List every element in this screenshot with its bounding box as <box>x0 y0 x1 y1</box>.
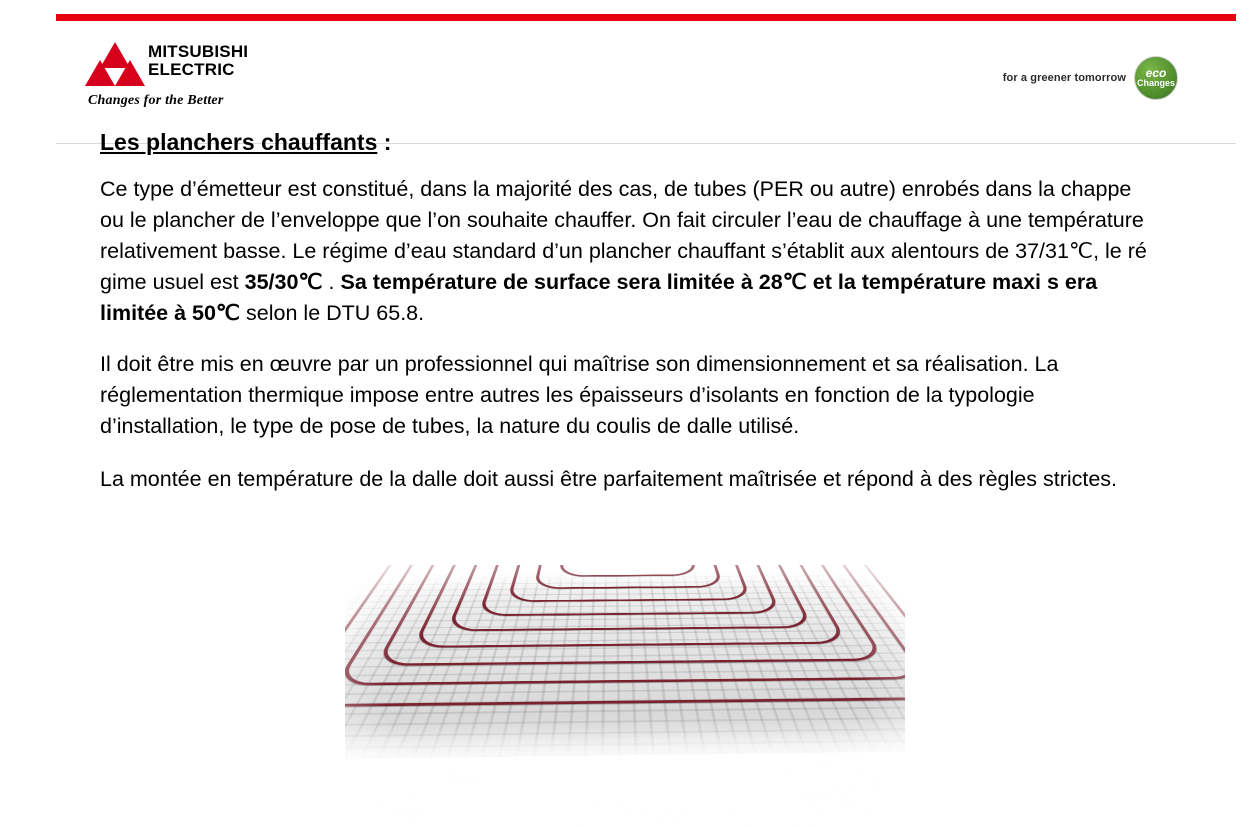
three-diamonds-icon <box>88 42 142 86</box>
p1-part-e: selon le DTU 65.8. <box>240 301 425 325</box>
brand-name-line1: MITSUBISHI <box>148 42 249 61</box>
page-header <box>0 30 1248 112</box>
greener-tagline: for a greener tomorrow <box>1002 72 1126 84</box>
p1-part-b-bold: 35/30℃ <box>244 270 323 294</box>
document-body <box>100 128 1160 515</box>
page-title-suffix: : <box>377 129 392 155</box>
p1-part-d-bold: Sa température de surface sera limitée à 28℃ et la température maxi s era limitée à 50℃ <box>100 270 1098 325</box>
underfloor-heating-figure <box>345 565 905 828</box>
p1-part-c: . <box>322 270 341 294</box>
page-title-text: Les planchers chauffants <box>100 129 378 155</box>
paragraph-3: La montée en température de la dalle doit aussi être parfaitement maîtrisée et répond à des règles strictes. <box>100 467 1118 491</box>
brand-tagline: Changes for the Better <box>88 93 224 108</box>
heating-pipe-loops <box>345 571 905 761</box>
brand-name-line2: ELECTRIC <box>148 60 235 79</box>
p1-part-a: Ce type d’émetteur est constitué, dans la majorité des cas, de tubes (PER ou autre) enrobés dans la chappe ou le plancher de l’enveloppe que l’on souhaite chauffer. On fait circuler l’eau de chauffage à une température relativement basse. Le régime d’eau standard d’un plancher chauffant s’établit aux alentours de 37/31℃, le ré gime usuel est <box>100 177 1147 294</box>
paragraph-1 <box>100 174 1155 329</box>
brand-logo <box>88 42 248 109</box>
eco-changes-icon <box>1134 56 1178 100</box>
eco-badge-line2: Changes <box>1136 78 1175 88</box>
floor-slab-illustration <box>345 571 905 761</box>
page-title <box>100 128 1160 156</box>
top-accent-bar <box>56 14 1236 21</box>
paragraph-2: Il doit être mis en œuvre par un professionnel qui maîtrise son dimensionnement et sa réalisation. La réglementation thermique impose entre autres les épaisseurs d’isolants en fonction de la typologie d’installation, le type de pose de tubes, la nature du coulis de dalle utilisé. <box>100 352 1059 438</box>
eco-badge-line1: eco <box>1145 66 1167 80</box>
eco-changes-block <box>1003 56 1178 100</box>
